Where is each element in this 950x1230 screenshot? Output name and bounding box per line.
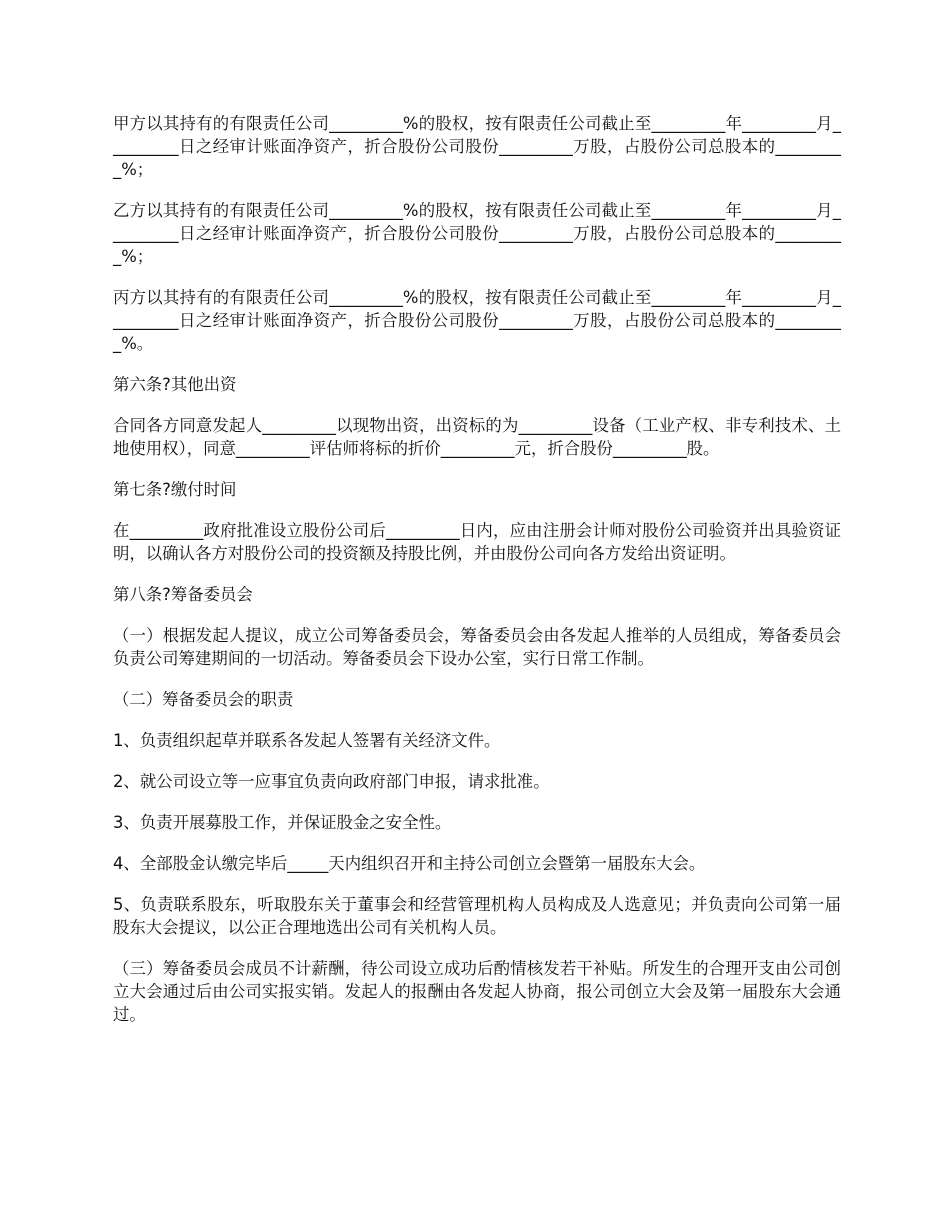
duty-item-2: 2、就公司设立等一应事宜负责向政府部门申报，请求批准。 [113,772,550,791]
article-6-body: 合同各方同意发起人_________以现物出资，出资标的为_________设备（工业产权、非专利技术、土地使用权），同意_________评估师将标的折价_________元，折合股份_________股。 [113,416,841,458]
duty-item-4: 4、全部股金认缴完毕后_____天内组织召开和主持公司创立会暨第一届股东大会。 [113,854,706,873]
article-7-body: 在_________政府批准设立股份公司后_________日内，应由注册会计师对股份公司验资并出具验资证明，以确认各方对股份公司的投资额及持股比例，并由股份公司向各方发给出资证明。 [113,521,841,563]
duty-item-5: 5、负责联系股东，听取股东关于董事会和经营管理机构人员构成及人选意见；并负责向公司第一届股东大会提议，以公正合理地选出公司有关机构人员。 [113,895,841,937]
document-body [113,112,841,1044]
paragraph-party-b-equity: 乙方以其持有的有限责任公司_________%的股权，按有限责任公司截止至_________年_________月_________日之经审计账面净资产，折合股份公司股份_________万股，占股份公司总股本的_________%； [113,201,841,266]
article-6-heading: 第六条?其他出资 [113,375,237,394]
paragraph-party-a-equity: 甲方以其持有的有限责任公司_________%的股权，按有限责任公司截止至_________年_________月_________日之经审计账面净资产，折合股份公司股份_________万股，占股份公司总股本的_________%； [113,114,841,179]
article-8-section-1: （一）根据发起人提议，成立公司筹备委员会，筹备委员会由各发起人推举的人员组成，筹备委员会负责公司筹建期间的一切活动。筹备委员会下设办公室，实行日常工作制。 [113,626,841,668]
article-7-heading: 第七条?缴付时间 [113,480,237,499]
paragraph-party-c-equity: 丙方以其持有的有限责任公司_________%的股权，按有限责任公司截止至_________年_________月_________日之经审计账面净资产，折合股份公司股份_________万股，占股份公司总股本的_________%。 [113,288,841,353]
article-8-heading: 第八条?筹备委员会 [113,585,253,604]
article-8-section-3: （三）筹备委员会成员不计薪酬，待公司设立成功后酌情核发若干补贴。所发生的合理开支由公司创立大会通过后由公司实报实销。发起人的报酬由各发起人协商，报公司创立大会及第一届股东大会通过。 [113,959,841,1024]
duty-item-3: 3、负责开展募股工作，并保证股金之安全性。 [113,813,452,832]
article-8-section-2-heading: （二）筹备委员会的职责 [113,690,294,709]
duty-item-1: 1、负责组织起草并联系各发起人签署有关经济文件。 [113,731,501,750]
